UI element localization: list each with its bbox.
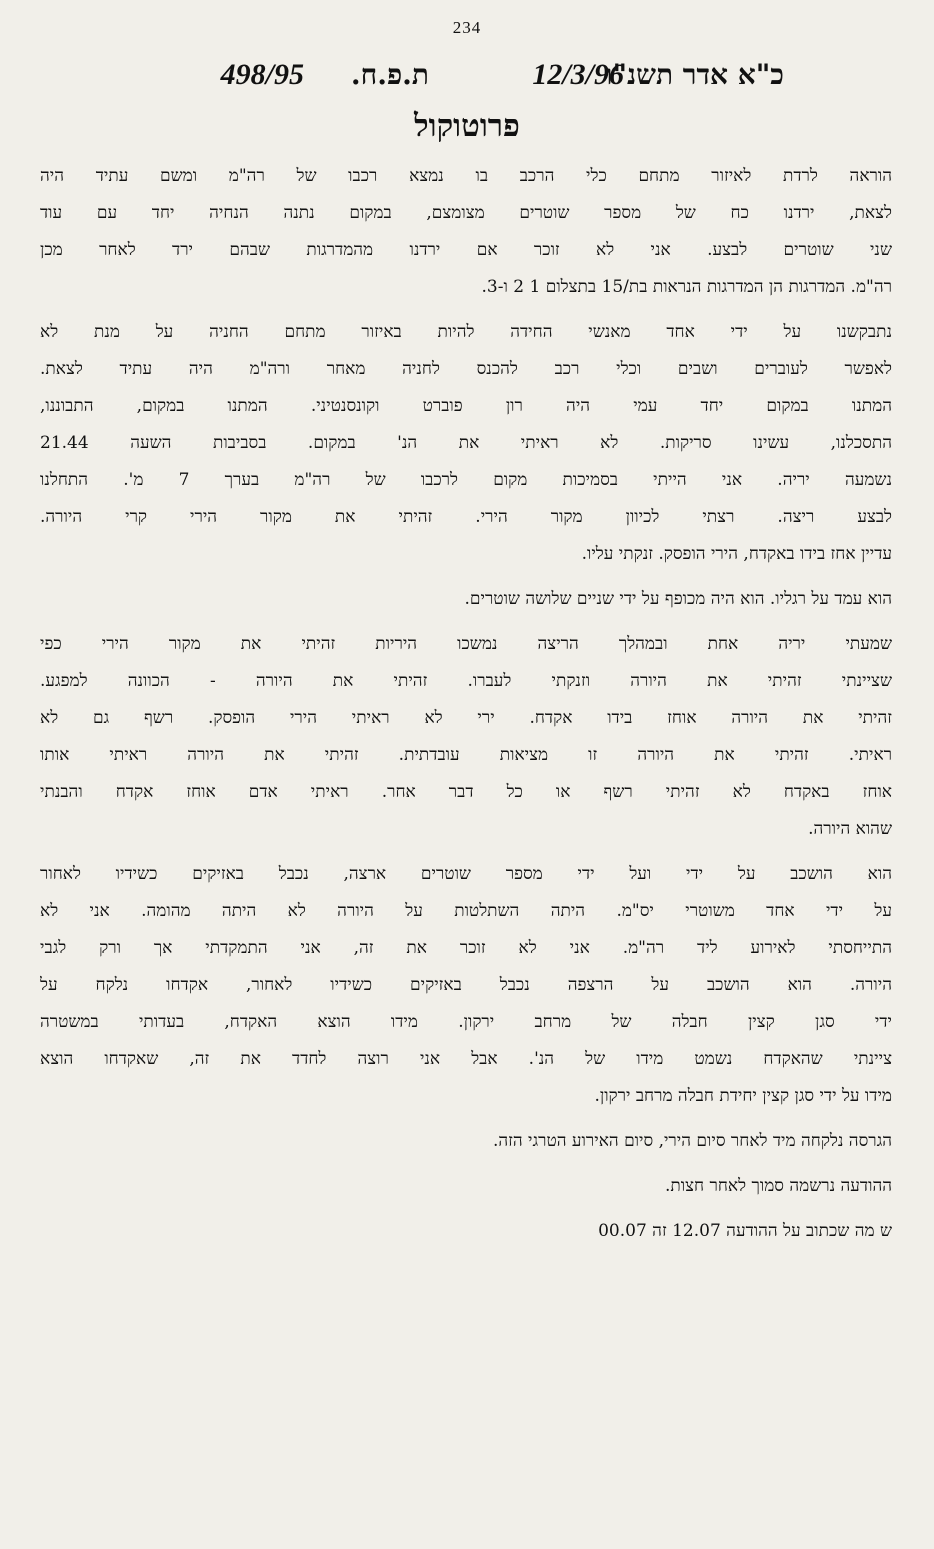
document-title: פרוטוקול <box>414 108 520 144</box>
paragraph <box>40 158 892 306</box>
paragraph <box>40 1168 892 1205</box>
text-line: ציינתי שהאקדח נשמט מידו של הנ'. אבל אני רוצה לחדד את זה, שאקדחו הוצא <box>40 1049 892 1069</box>
case-type-label: ת.פ.ח. <box>350 58 429 91</box>
hebrew-date: כ"א אדר תשנ"ו <box>605 58 784 91</box>
text-line: הוראה לרדת לאיזור מתחם כלי הרכב בו נמצא רכבו של רה"מ ומשם עתיד היה <box>40 166 892 186</box>
text-line: רה"מ. המדרגות הן המדרגות הנראות בת/15 בתצלום 1 2 ו-3. <box>481 277 892 297</box>
numeric-date: 12/3/96 <box>532 58 624 91</box>
text-line: הוא עמד על רגליו. הוא היה מכופף על ידי שניים שלושה שוטרים. <box>464 589 892 609</box>
text-line: לבצע ריצה. רצתי לכיוון מקור הירי. זהיתי את מקור הירי קרי היורה. <box>40 507 892 527</box>
text-line: הוא הושכב על ידי ועל ידי מספר שוטרים ארצה, נכבל באזיקים כשידיו לאחור <box>40 864 892 884</box>
paragraph <box>40 314 892 573</box>
paragraph <box>40 1213 892 1250</box>
paragraph <box>40 1123 892 1160</box>
text-line: שהוא היורה. <box>808 819 892 839</box>
text-line: התסכלנו, עשינו סריקות. לא ראיתי את הנ' במקום. בסביבות השעה 21.44 <box>40 433 892 453</box>
text-line: הגרסה נלקחה מיד לאחר סיום הירי, סיום האירוע הטרגי הזה. <box>492 1131 892 1151</box>
text-line: לאפשר לעוברים ושבים וכלי רכב להכנס לחניה מאחר ורה"מ היה עתיד לצאת. <box>40 359 892 379</box>
paragraph <box>40 581 892 618</box>
text-line: ידי סגן קצין חבלה של מרחב ירקון. מידו הוצא האקדח, בעדותי במשטרה <box>40 1012 892 1032</box>
paragraph <box>40 856 892 1115</box>
paragraph <box>40 626 892 848</box>
text-line: לצאת, ירדנו כח של מספר שוטרים מצומצם, במקום נתנה הנחיה יחד עם עוד <box>40 203 892 223</box>
text-line: ש מה שכתוב על ההודעה 12.07 זה 00.07 <box>598 1221 892 1241</box>
text-line: המתנו במקום יחד עמי היה רון פוברט וקונסנטיני. המתנו במקום, התבוננו, <box>40 396 892 416</box>
testimony-body <box>40 158 892 1258</box>
text-line: עדיין אחז בידו באקדח, הירי הופסק. זנקתי עליו. <box>581 544 892 564</box>
text-line: שציינתי זהיתי את היורה וזנקתי לעברו. זהיתי את היורה - הכוונה למפגע. <box>40 671 892 691</box>
text-line: התייחסתי לאירוע ליד רה"מ. אני לא זוכר את זה, אני התמקדתי אך ורק לגבי <box>40 938 892 958</box>
text-line: היורה. הוא הושכב על הרצפה נכבל באזיקים כשידיו לאחור, אקדחו נלקח על <box>40 975 892 995</box>
text-line: שמעתי יריה אחת ובמהלך הריצה נמשכו היריות זהיתי את מקור הירי כפי <box>40 634 892 654</box>
text-line: אוחז באקדח לא זהיתי רשף או כל דבר אחר. ראיתי אדם אוחז אקדח והבנתי <box>40 782 892 802</box>
text-line: ראיתי. זהיתי את היורה זו מציאות עובדתית. זהיתי את היורה ראיתי אותו <box>40 745 892 765</box>
page-number: 234 <box>452 18 482 37</box>
text-line: נשמעה יריה. אני הייתי בסמיכות מקום לרכבו של רה"מ בערך 7 מ'. התחלנו <box>40 470 892 490</box>
text-line: מידו על ידי סגן קצין יחידת חבלה מרחב ירקון. <box>594 1086 892 1106</box>
protocol-header <box>0 58 934 102</box>
text-line: על ידי אחד משוטרי יס"מ. היתה השתלטות על היורה לא היתה מהומה. אני לא <box>40 901 892 921</box>
text-line: זהיתי את היורה אוחז בידו אקדח. ירי לא ראיתי הירי הופסק. רשף גם לא <box>40 708 892 728</box>
text-line: נתבקשנו על ידי אחד מאנשי החידה להיות באיזור מתחם החניה על מנת לא <box>40 322 892 342</box>
text-line: ההודעה נרשמה סמוך לאחר חצות. <box>665 1176 892 1196</box>
text-line: שני שוטרים לבצע. אני לא זוכר אם ירדנו מהמדרגות שבהם ירד לאחר מכן <box>40 240 892 260</box>
case-number: 498/95 <box>220 58 304 91</box>
